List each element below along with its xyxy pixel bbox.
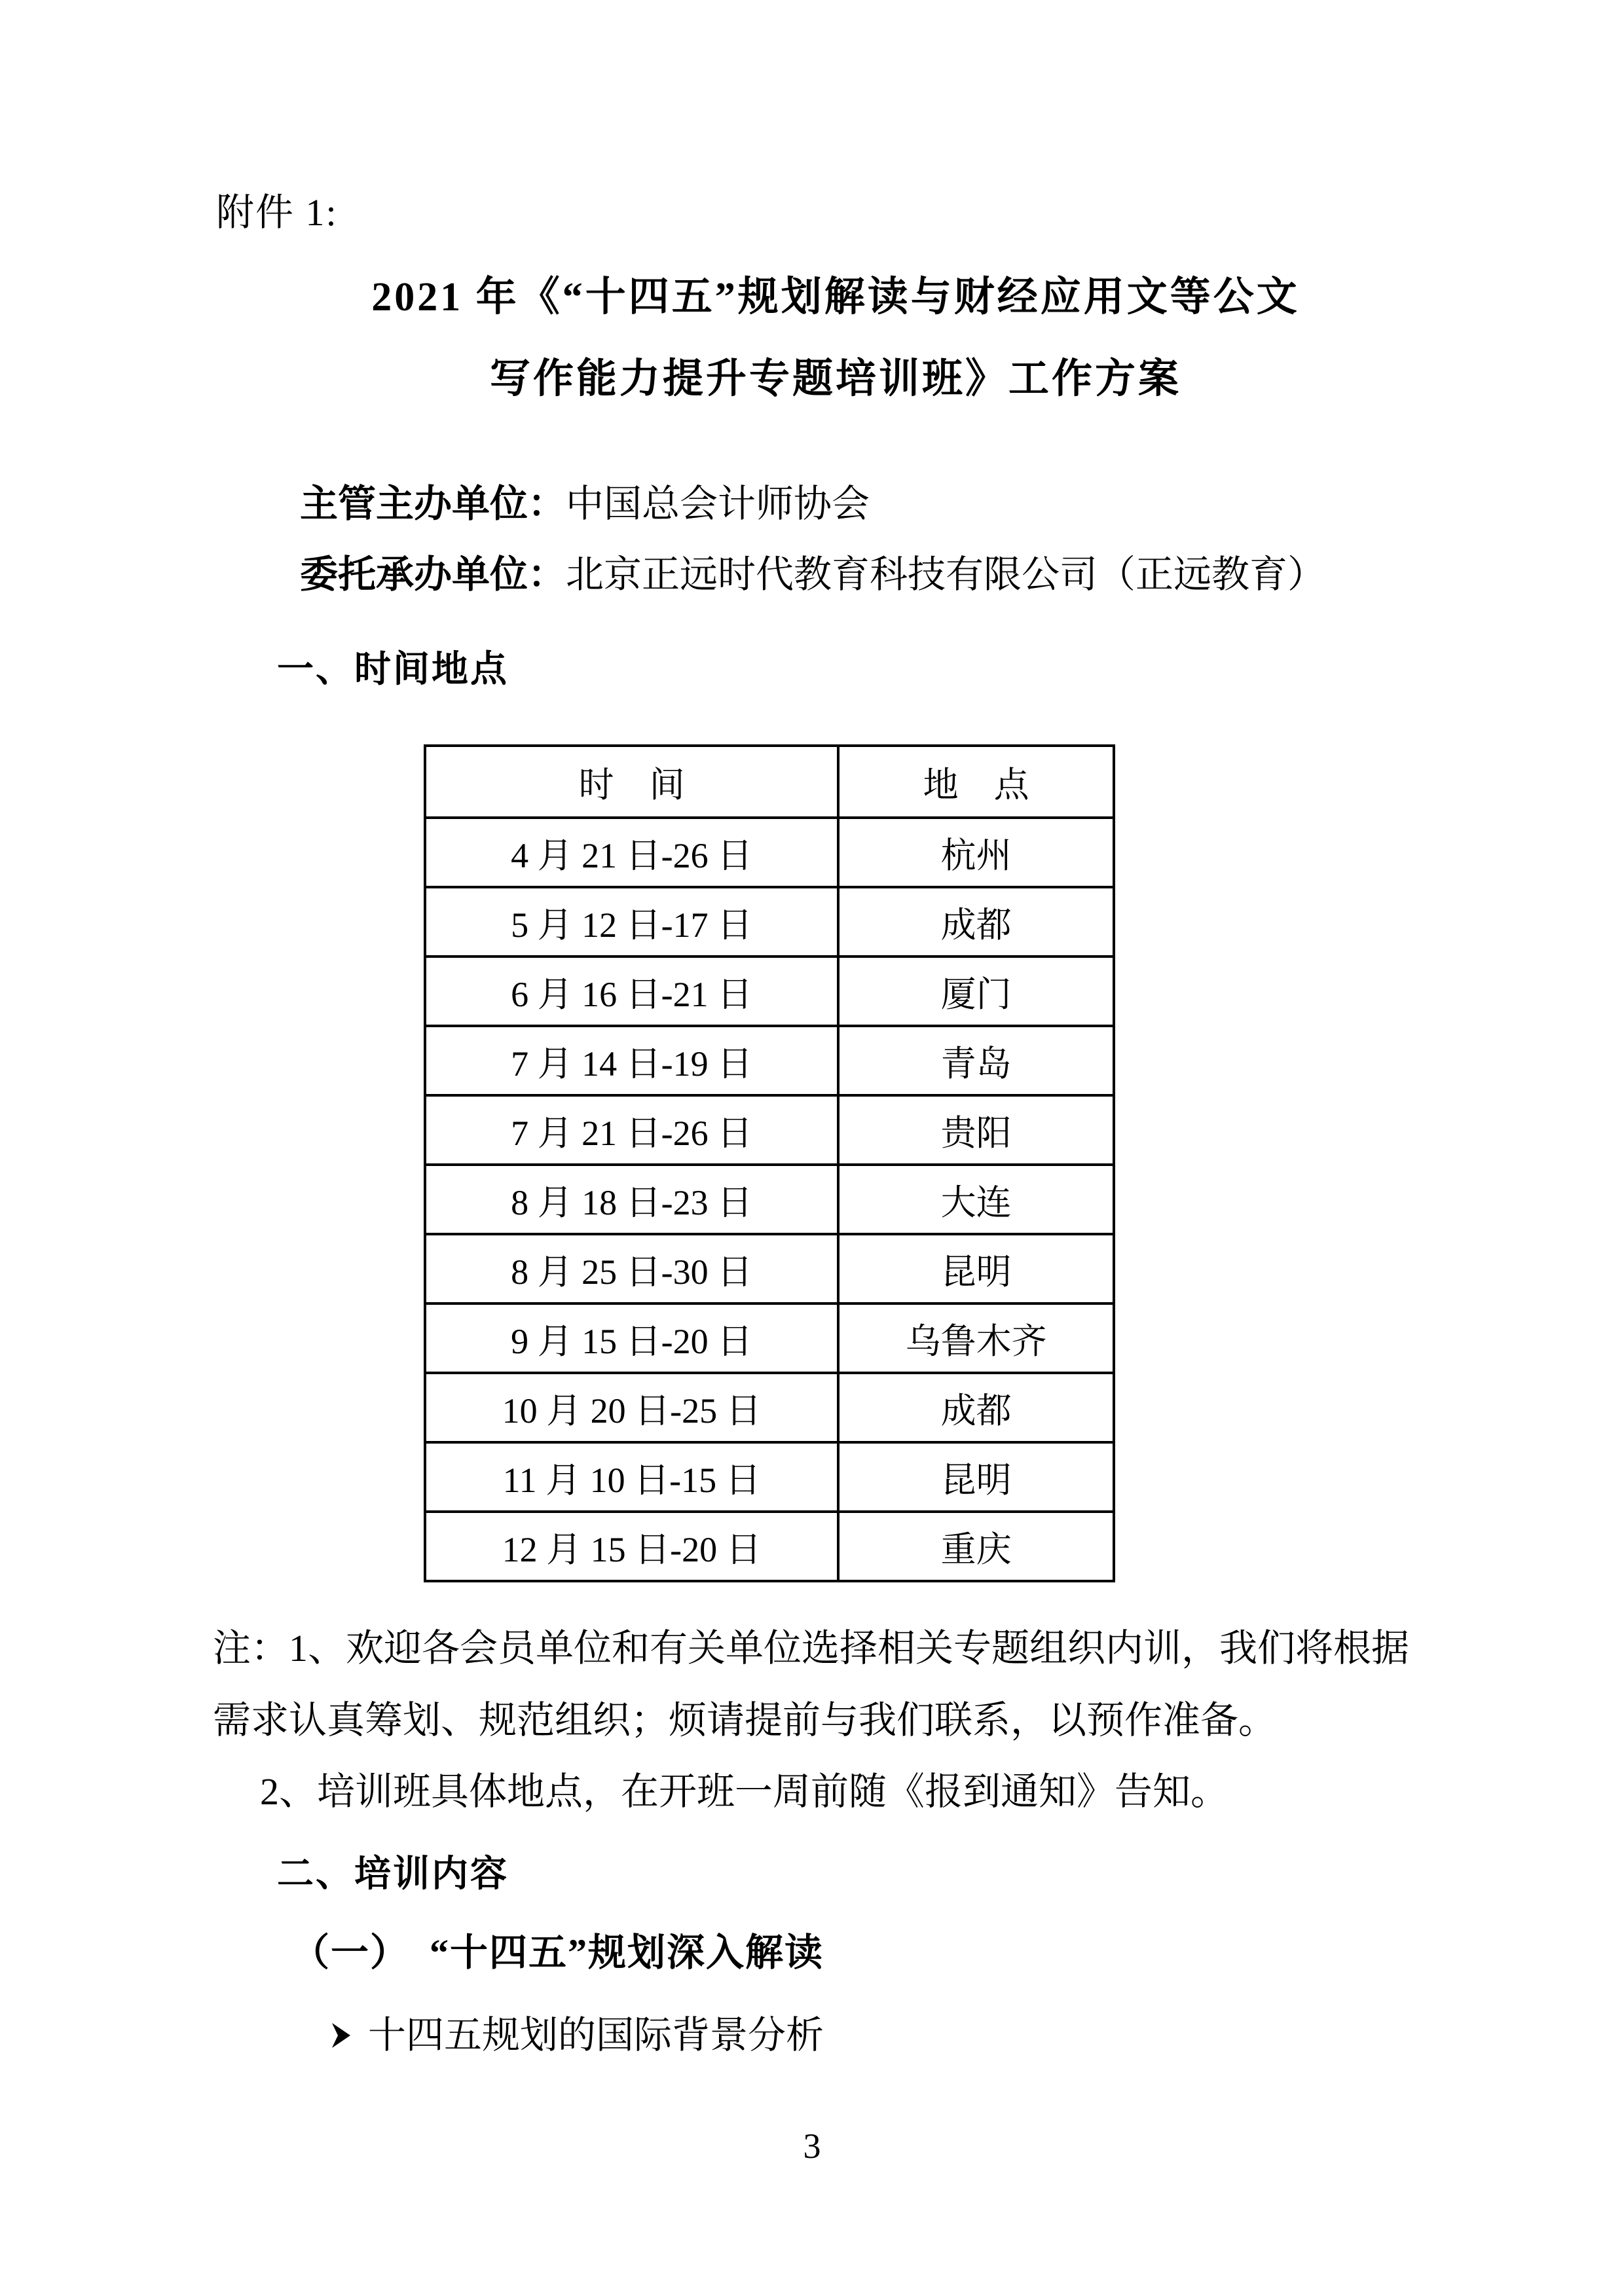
section-2-heading: 二、培训内容	[277, 1853, 509, 1894]
organizer-list	[300, 469, 1325, 610]
note-line-1: 注：1、欢迎各会员单位和有关单位选择相关专题组织内训，我们将根据	[213, 1627, 1410, 1669]
place-cell: 昆明	[838, 1442, 1114, 1512]
organizer-value: 中国总会计师协会	[566, 483, 870, 525]
note-line-2: 需求认真筹划、规范组织；烦请提前与我们联系，以预作准备。	[213, 1699, 1277, 1741]
time-cell: 8 月 25 日-30 日	[425, 1234, 838, 1303]
organizer-label: 委托承办单位：	[300, 553, 566, 596]
page-number: 3	[803, 2126, 821, 2166]
arrow-bullet-icon	[332, 2022, 350, 2049]
table-row	[425, 1234, 1114, 1303]
time-cell: 8 月 18 日-23 日	[425, 1165, 838, 1234]
organizer-value: 北京正远时代教育科技有限公司（正远教育）	[566, 553, 1326, 596]
note-item-2: 2、培训班具体地点，在开班一周前随《报到通知》告知。	[260, 1770, 1229, 1813]
table-row	[425, 1303, 1114, 1373]
schedule-table	[424, 744, 1115, 1582]
place-cell: 昆明	[838, 1234, 1114, 1303]
time-cell: 10 月 20 日-25 日	[425, 1373, 838, 1442]
place-cell: 成都	[838, 1373, 1114, 1442]
place-cell: 乌鲁木齐	[838, 1303, 1114, 1373]
table-header-row	[425, 746, 1114, 818]
place-header-cell: 地 点	[838, 746, 1114, 818]
organizer-row-undertaker	[300, 539, 1325, 610]
place-cell: 贵阳	[838, 1095, 1114, 1165]
section-1-heading: 一、时间地点	[277, 648, 509, 689]
table-row	[425, 1512, 1114, 1581]
table-row	[425, 1165, 1114, 1234]
time-header-cell: 时 间	[425, 746, 838, 818]
table-row	[425, 1373, 1114, 1442]
document-title	[0, 257, 1624, 420]
title-line-2: 写作能力提升专题培训班》工作方案	[489, 357, 1181, 401]
table-row	[425, 1442, 1114, 1512]
time-cell: 9 月 15 日-20 日	[425, 1303, 838, 1373]
table-row	[425, 1026, 1114, 1095]
table-row	[425, 957, 1114, 1026]
place-cell: 厦门	[838, 957, 1114, 1026]
note-paragraph	[213, 1613, 1444, 1757]
organizer-row-supervisor	[300, 469, 1325, 539]
table-row	[425, 818, 1114, 887]
time-cell: 11 月 10 日-15 日	[425, 1442, 838, 1512]
attachment-label: 附件 1:	[216, 191, 338, 234]
table-row	[425, 887, 1114, 957]
bullet-item	[332, 2009, 824, 2062]
section-2-sub-heading: （一） “十四五”规划深入解读	[291, 1931, 824, 1974]
time-cell: 5 月 12 日-17 日	[425, 887, 838, 957]
time-cell: 4 月 21 日-26 日	[425, 818, 838, 887]
place-cell: 重庆	[838, 1512, 1114, 1581]
organizer-label: 主管主办单位：	[300, 483, 566, 525]
place-cell: 大连	[838, 1165, 1114, 1234]
place-cell: 青岛	[838, 1026, 1114, 1095]
time-cell: 7 月 14 日-19 日	[425, 1026, 838, 1095]
time-cell: 7 月 21 日-26 日	[425, 1095, 838, 1165]
place-cell: 成都	[838, 887, 1114, 957]
bullet-text: 十四五规划的国际背景分析	[368, 2014, 824, 2056]
place-cell: 杭州	[838, 818, 1114, 887]
time-cell: 12 月 15 日-20 日	[425, 1512, 838, 1581]
table-row	[425, 1095, 1114, 1165]
time-cell: 6 月 16 日-21 日	[425, 957, 838, 1026]
title-line-1: 2021 年《“十四五”规划解读与财经应用文等公文	[371, 275, 1300, 319]
